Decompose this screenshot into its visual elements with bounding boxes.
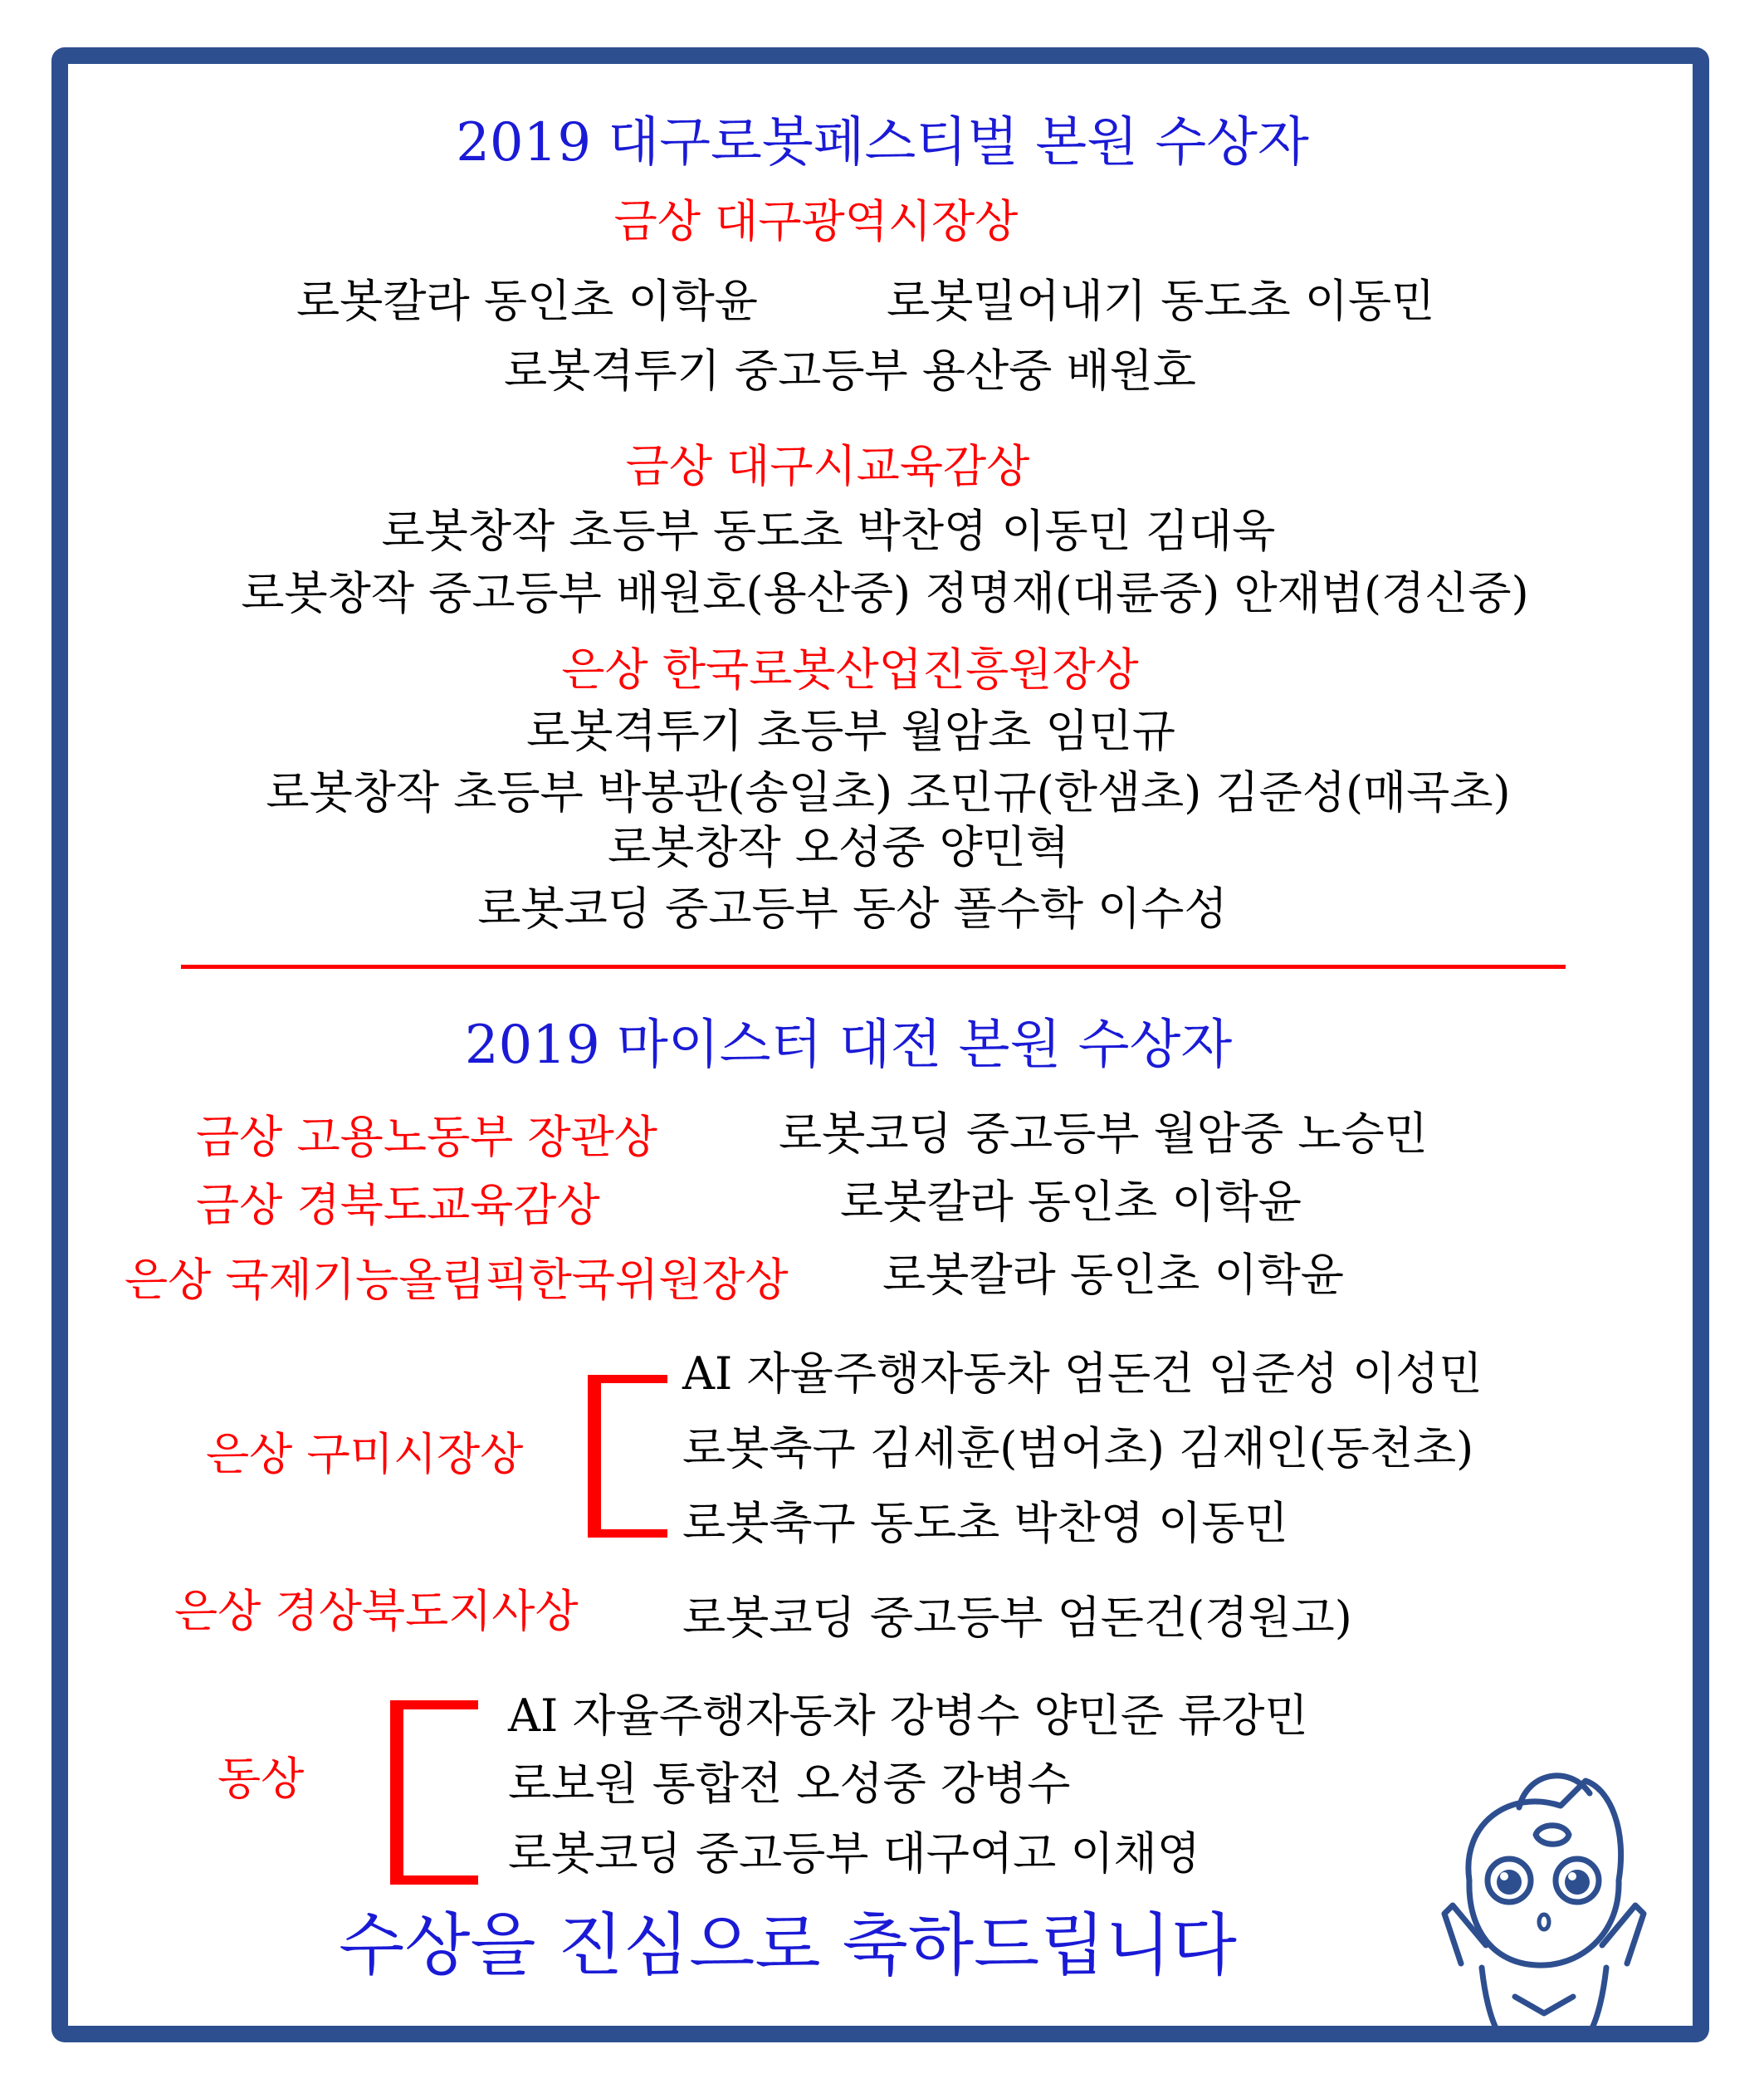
winner-line: 로보원 통합전 오성중 강병수 [508, 1758, 1071, 1810]
award-gold-labor-minister: 금상 고용노동부 장관상 [196, 1111, 657, 1163]
award-silver-worldskills: 은상 국제기능올림픽한국위원장상 [125, 1254, 789, 1306]
bracket-gumi [588, 1375, 667, 1538]
winner-line: 로봇코딩 중고등부 동상 폴수학 이수성 [477, 883, 1228, 935]
bracket-bronze [390, 1700, 478, 1885]
robot-mascot-icon [1403, 1756, 1685, 2038]
winner-line: 로봇격투기 중고등부 용산중 배원호 [504, 345, 1196, 397]
award-bronze: 동상 [217, 1753, 305, 1805]
winner-line: 로봇창작 중고등부 배원호(용산중) 정명재(대륜중) 안재범(경신중) [241, 567, 1529, 619]
winner-line: 로봇축구 김세훈(범어초) 김재인(동천초) [682, 1422, 1474, 1474]
section-divider [181, 965, 1566, 969]
meister-title: 2019 마이스터 대전 본원 수상자 [464, 1015, 1233, 1076]
award-silver-kiria: 은상 한국로봇산업진흥원장상 [561, 643, 1139, 696]
winner-line: 로봇칼라 동인초 이학윤 [296, 275, 758, 327]
winner-line: 로봇창작 초등부 박봉관(송일초) 조민규(한샘초) 김준성(매곡초) [266, 766, 1511, 819]
winner-line: 로봇코딩 중고등부 대구여고 이채영 [508, 1827, 1200, 1880]
festival-title: 2019 대구로봇페스티벌 본원 수상자 [456, 112, 1309, 174]
winner-line: AI 자율주행자동차 강병수 양민준 류강민 [508, 1690, 1308, 1742]
award-gold-daegu-education: 금상 대구시교육감상 [625, 440, 1030, 492]
award-silver-gumi-mayor: 은상 구미시장상 [206, 1428, 524, 1480]
closing-message: 수상을 진심으로 축하드립니다 [339, 1906, 1237, 1985]
winner-line: 로봇격투기 초등부 월암초 임민규 [526, 705, 1175, 757]
winner-line: 로봇칼라 동인초 이학윤 [882, 1249, 1344, 1301]
award-silver-gyeongbuk-governor: 은상 경상북도지사상 [174, 1585, 579, 1637]
winner-line: 로봇칼라 동인초 이학윤 [840, 1176, 1302, 1228]
winner-line: 로봇코딩 중고등부 엄돈건(경원고) [682, 1592, 1352, 1644]
winner-line: 로봇밀어내기 동도초 이동민 [887, 275, 1435, 327]
award-gold-daegu-mayor: 금상 대구광역시장상 [613, 195, 1019, 247]
winner-line: 로봇창작 초등부 동도초 박찬영 이동민 김대욱 [381, 505, 1276, 557]
winner-line: 로봇창작 오성중 양민혁 [608, 821, 1069, 873]
award-gold-gyeongbuk-education: 금상 경북도교육감상 [196, 1179, 600, 1231]
winner-line: 로봇코딩 중고등부 월암중 노승민 [779, 1108, 1428, 1160]
winner-line: 로봇축구 동도초 박찬영 이동민 [682, 1497, 1288, 1549]
winner-line: AI 자율주행자동차 엄돈건 임준성 이성민 [682, 1347, 1483, 1400]
